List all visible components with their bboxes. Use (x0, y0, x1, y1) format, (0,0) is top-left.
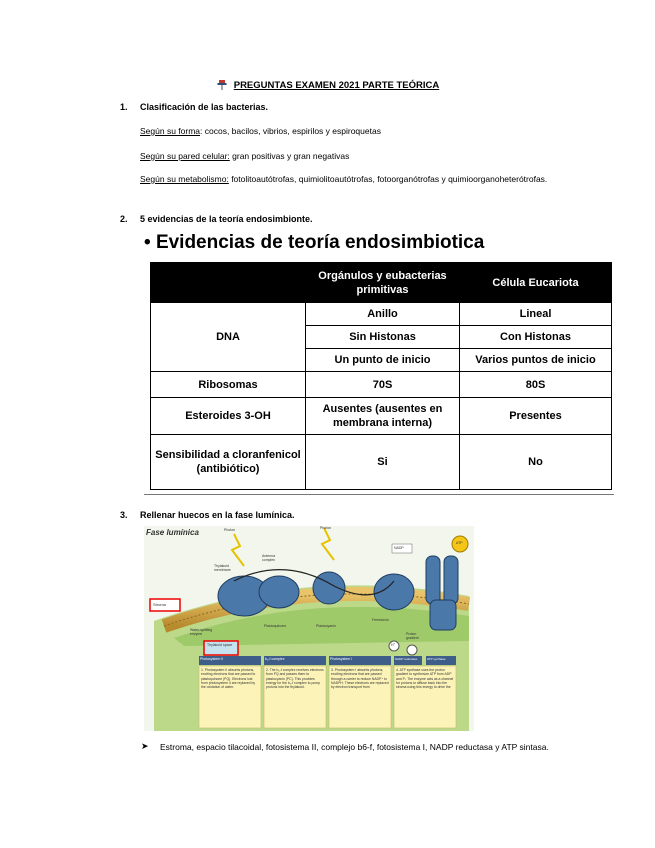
table-cell: No (460, 435, 612, 490)
table-cell: Ausentes (ausentes en membrana interna) (306, 398, 460, 435)
question-3: 3. Rellenar huecos en la fase lumínica. (120, 510, 295, 520)
photon-label: Photon (320, 526, 332, 530)
table-cell: Anillo (306, 303, 460, 326)
slide-divider (144, 494, 614, 495)
table-cell: 80S (460, 372, 612, 398)
box-text: 1. Photosystem II absorbs photons, exciting electrons that are passed to plastoquinone (PQ). Electrons lost from photosystem II are replaced by the oxidation of water. (201, 668, 256, 690)
ferredoxin-label: Ferredoxin (372, 618, 389, 622)
antenna-label: Antenna complex (262, 554, 276, 562)
photon-label: Photon (224, 528, 236, 532)
thylakoid-membrane-label: Thylakoid membrane (214, 564, 231, 572)
box-text: 2. The b₆-f complex receives electrons from PQ and passes them to plastocyanin (PC). This provides energy for the b₆-f complex to pump protons into the thylakoid. (266, 668, 324, 690)
q1-metabolismo: Según su metabolismo: fotolitoautótrofas, quimiolitoautótrofas, fotoorganótrofas y quimioorganoheterótrofas. (140, 174, 548, 184)
atp-label: ATP (456, 541, 463, 545)
h-plus-label: H⁺ (391, 643, 396, 647)
table-header-cell: Célula Eucariota (460, 263, 612, 303)
table-row (151, 303, 612, 326)
table-cell: Si (306, 435, 460, 490)
answer-text: Estroma, espacio tilacoidal, fotosistema II, complejo b6-f, fotosistema I, NADP reductasa y ATP sintasa. (160, 742, 549, 752)
table-cell: Un punto de inicio (306, 349, 460, 372)
box-text: 4. ATP synthase uses the proton gradient to synthesize ATP from ADP and Pᵢ. The enzyme acts as a channel for protons to diffuse back into the stroma using this energy to drive the (396, 668, 454, 690)
water-enzyme-label: Water-splitting enzyme (190, 628, 213, 636)
light-phase-diagram (144, 526, 474, 731)
slide-title: • Evidencias de teoría endosimbiotica (144, 232, 485, 253)
thylakoid-space-label: Thylakoid space (207, 643, 233, 647)
box-text: 3. Photosystem I absorbs photons, exciting electrons that are passed through a carrier to reduce NADP⁺ to NADPH. These electrons are replaced by electron transport from (331, 668, 389, 690)
q1-pared: Según su pared celular: gran positivas y gran negativas (140, 151, 350, 161)
plastocyanin-label: Plastocyanin (316, 624, 336, 628)
document-title: PREGUNTAS EXAMEN 2021 PARTE TEÓRICA (0, 78, 655, 93)
pushpin-icon (216, 78, 228, 93)
stroma-label: Stroma (153, 602, 166, 607)
table-header-cell: Orgánulos y eubacterias primitivas (306, 263, 460, 303)
evidence-table (150, 262, 612, 490)
table-cell: Sin Histonas (306, 326, 460, 349)
box-header: Photosystem I (330, 657, 353, 661)
table-row (151, 372, 612, 398)
box-header: Photosystem II (200, 657, 224, 661)
table-cell: Lineal (460, 303, 612, 326)
table-cell: Presentes (460, 398, 612, 435)
box-header: NADP reductase (395, 657, 418, 661)
proton-gradient-label: Proton gradient (406, 632, 419, 640)
table-cell: 70S (306, 372, 460, 398)
table-cell: Con Histonas (460, 326, 612, 349)
table-cell: Sensibilidad a cloranfenicol (antibiótico) (151, 435, 306, 490)
diagram-title: Fase lumínica (146, 528, 199, 537)
q1-forma: Según su forma: cocos, bacilos, vibrios, espirilos y espiroquetas (140, 126, 381, 136)
table-cell: Esteroides 3-OH (151, 398, 306, 435)
table-row (151, 435, 612, 490)
table-header-row (151, 263, 612, 303)
question-1: 1. Clasificación de las bacterias. (120, 102, 269, 112)
box-header: ATP synthase (427, 657, 446, 661)
table-row (151, 398, 612, 435)
table-cell: Ribosomas (151, 372, 306, 398)
question-2: 2. 5 evidencias de la teoría endosimbionte. (120, 214, 313, 224)
nadp-label: NADP (394, 546, 404, 550)
table-cell: DNA (151, 303, 306, 372)
plastoquinone-label: Plastoquinone (264, 624, 287, 628)
bullet-icon: • (144, 232, 156, 253)
box-header: b₆-f complex (265, 657, 285, 661)
table-cell: Varios puntos de inicio (460, 349, 612, 372)
table-header-cell (151, 263, 306, 303)
arrow-bullet-icon: ➤ (141, 741, 149, 751)
